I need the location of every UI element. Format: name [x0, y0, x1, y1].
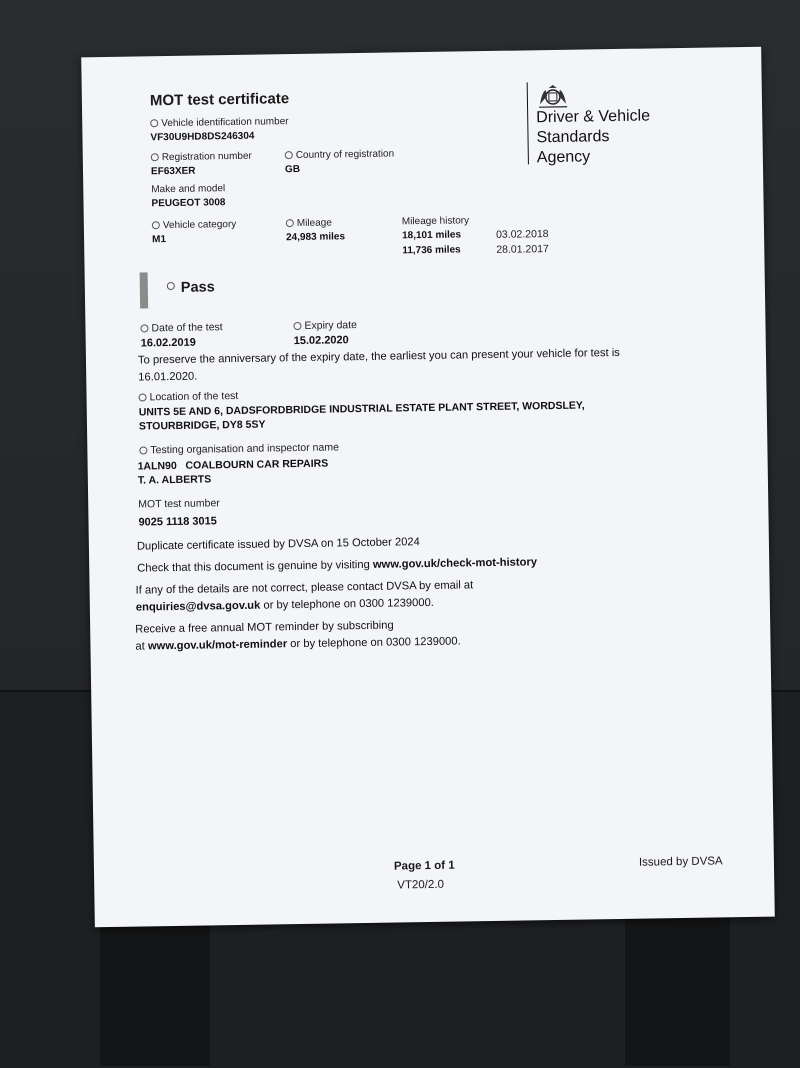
- field-marker-icon: [293, 322, 301, 330]
- test-location-line-2: STOURBRIDGE, DY8 5SY: [139, 419, 266, 433]
- mileage-history-date-1: 03.02.2018: [496, 228, 549, 241]
- country-label: Country of registration: [285, 148, 395, 161]
- vin-value: VF30U9HD8DS246304: [150, 131, 254, 144]
- form-reference: VT20/2.0: [397, 879, 444, 892]
- crest-icon: [536, 84, 570, 111]
- field-marker-icon: [140, 324, 148, 332]
- mileage-history-miles-2: 11,736 miles: [402, 244, 461, 256]
- agency-name: Driver & Vehicle Standards Agency: [536, 106, 651, 168]
- mileage-history-miles-1: 18,101 miles: [402, 229, 461, 241]
- inspector-name: T. A. ALBERTS: [138, 473, 211, 486]
- issued-by: Issued by DVSA: [639, 855, 723, 868]
- vehicle-category-label: Vehicle category: [152, 219, 237, 231]
- genuine-check-notice: Check that this document is genuine by visiting www.gov.uk/check-mot-history: [137, 554, 537, 577]
- vin-label: Vehicle identification number: [150, 116, 288, 129]
- expiry-date-label: Expiry date: [293, 319, 357, 332]
- test-date-label: Date of the test: [140, 321, 222, 334]
- field-marker-icon: [151, 153, 159, 161]
- vehicle-category-value: M1: [152, 234, 166, 245]
- agency-divider: [527, 82, 529, 164]
- enquiries-email-link[interactable]: enquiries@dvsa.gov.uk: [136, 600, 261, 614]
- field-marker-icon: [139, 446, 147, 454]
- testing-organisation-label: Testing organisation and inspector name: [139, 441, 339, 456]
- contact-notice-line-1: If any of the details are not correct, please contact DVSA by email at: [135, 577, 473, 599]
- test-date-value: 16.02.2019: [141, 337, 196, 350]
- mot-test-number-value: 9025 1118 3015: [138, 515, 216, 528]
- field-marker-icon: [285, 151, 293, 159]
- registration-value: EF63XER: [151, 166, 196, 178]
- duplicate-notice: Duplicate certificate issued by DVSA on 15 October 2024: [137, 534, 420, 555]
- reminder-notice-line-2: at www.gov.uk/mot-reminder or by telephone on 0300 1239000.: [135, 634, 460, 656]
- mot-certificate-document: [81, 47, 775, 928]
- field-marker-icon: [167, 282, 175, 290]
- mileage-history-date-2: 28.01.2017: [496, 243, 549, 256]
- anniversary-notice-line-2: 16.01.2020.: [138, 369, 197, 387]
- test-location-line-1: UNITS 5E AND 6, DADSFORDBRIDGE INDUSTRIAL ESTATE PLANT STREET, WORDSLEY,: [139, 400, 585, 419]
- anniversary-notice-line-1: To preserve the anniversary of the expiry date, the earliest you can present your vehicle for test is: [138, 345, 620, 370]
- country-value: GB: [285, 164, 300, 175]
- field-marker-icon: [286, 219, 294, 227]
- make-model-label: Make and model: [151, 183, 225, 195]
- mot-test-number-label: MOT test number: [138, 497, 220, 510]
- background-strip-left: [100, 905, 210, 1066]
- reminder-notice-line-1: Receive a free annual MOT reminder by subscribing: [135, 618, 394, 639]
- document-title: MOT test certificate: [150, 90, 289, 109]
- field-marker-icon: [150, 119, 158, 127]
- result-indicator-bar: [140, 272, 149, 308]
- contact-notice-line-2: enquiries@dvsa.gov.uk or by telephone on 0300 1239000.: [136, 595, 434, 617]
- page-number: Page 1 of 1: [394, 860, 455, 873]
- test-result: Pass: [181, 279, 215, 296]
- test-location-label: Location of the test: [138, 390, 238, 404]
- mileage-value: 24,983 miles: [286, 231, 345, 243]
- mileage-label: Mileage: [286, 217, 332, 229]
- check-mot-history-link[interactable]: www.gov.uk/check-mot-history: [373, 556, 537, 571]
- mileage-history-label: Mileage history: [402, 215, 469, 227]
- make-model-value: PEUGEOT 3008: [151, 197, 225, 209]
- mot-reminder-link[interactable]: www.gov.uk/mot-reminder: [148, 638, 287, 652]
- expiry-date-value: 15.02.2020: [294, 334, 349, 347]
- registration-label: Registration number: [151, 151, 252, 164]
- background-strip-right: [625, 905, 730, 1066]
- field-marker-icon: [138, 393, 146, 401]
- testing-organisation-line-1: 1ALN90 COALBOURN CAR REPAIRS: [138, 458, 329, 473]
- field-marker-icon: [152, 221, 160, 229]
